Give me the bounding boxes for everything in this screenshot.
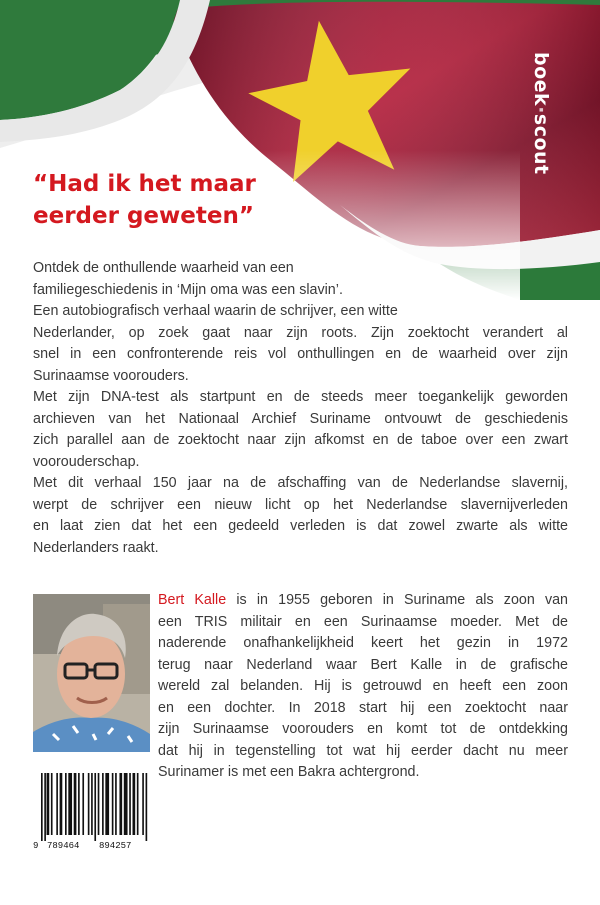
suriname-flag-artwork [0, 0, 600, 300]
barcode-bar [115, 773, 117, 835]
bio-line: zijn Surinaamse voorouders en komt tot de ontdekking [158, 721, 568, 737]
blurb-line: Een autobiografisch verhaal waarin de schrijver, een witte [33, 303, 398, 319]
publisher-logo [530, 52, 552, 175]
barcode-bar [119, 773, 122, 835]
barcode-bar [88, 773, 90, 835]
barcode-bar [98, 773, 100, 835]
barcode-bar [82, 773, 84, 835]
barcode-digit-group-2: 894257 [99, 841, 132, 851]
bio-line: terug naar Nederland waar Bert Kalle in de grafische [158, 656, 568, 673]
blurb-text [33, 258, 568, 559]
barcode-bar [105, 773, 109, 835]
blurb-line: Nederlanders raakt. [33, 539, 159, 556]
bio-line: Surinamer is met een Bakra achtergrond. [158, 764, 420, 780]
publisher-logo-part-1: boek [530, 52, 552, 107]
quote-line-2: eerder geweten” [33, 203, 254, 229]
barcode-bar [60, 773, 63, 835]
barcode-bar [78, 773, 80, 835]
barcode-bar [129, 773, 131, 835]
barcode-bar [51, 773, 53, 835]
cover-quote [33, 168, 393, 232]
blurb-line: snel in een confronterende reis vol onthullingen en de waarheid over zijn [33, 346, 568, 362]
blurb-line: archieven van het Nationaal Archief Suriname ontvouwt de geschiedenis [33, 410, 568, 427]
blurb-line: familiegeschiedenis in ‘Mijn oma was een slavin’. [33, 281, 343, 298]
barcode-bar [44, 773, 46, 841]
barcode-bar [133, 773, 136, 835]
bio-line: een TRIS militair en een Surinaamse moeder. Met de [158, 613, 568, 630]
barcode-bar [146, 773, 148, 841]
barcode-bar [112, 773, 114, 835]
barcode-digit-lead: 9 [33, 841, 39, 851]
barcode-bar [124, 773, 128, 835]
blurb-line: voorouderschap. [33, 453, 140, 470]
blurb-line: Surinaamse voorouders. [33, 367, 189, 384]
publisher-logo-part-2: scout [530, 113, 552, 175]
blurb-line: en laat zien dat het een gedeeld verleden is dat zowel zwarte als witte [33, 518, 568, 534]
bio-line: wereld zal belanden. Hij is getrouwd en heeft een zoon [158, 678, 568, 694]
bio-first-line-rest: is in 1955 geboren in Suriname als zoon van [226, 592, 569, 608]
blurb-line: werpt de schrijver een nieuw licht op het Nederlandse slavernijverleden [33, 496, 568, 513]
barcode-bar [137, 773, 139, 835]
bio-line: dat hij in tegenstelling tot wat hij eerder dacht nu meer [158, 742, 568, 759]
barcode-bar [91, 773, 93, 835]
barcode-bars [33, 773, 151, 841]
barcode-digit-group-1: 789464 [47, 841, 80, 851]
author-photo [33, 594, 150, 752]
isbn-barcode [33, 773, 151, 858]
blurb-line: zich parallel aan de zoektocht naar zijn afkomst en de taboe over een zwart [33, 432, 568, 448]
barcode-bar [68, 773, 72, 835]
blurb-line: Met zijn DNA-test als startpunt en de steeds meer toegankelijk geworden [33, 389, 568, 405]
barcode-bar [74, 773, 77, 835]
author-bio [158, 590, 568, 784]
blurb-line: Nederlander, op zoek gaat naar zijn roots. Zijn zoektocht verandert al [33, 324, 568, 341]
barcode-digits [33, 841, 151, 855]
author-name: Bert Kalle [158, 592, 227, 608]
quote-line-1: “Had ik het maar [33, 171, 256, 197]
bio-line: en een dochter. In 2018 start hij een zoektocht naar [158, 699, 568, 716]
blurb-line: Ontdek de onthullende waarheid van een [33, 260, 294, 276]
barcode-bar [94, 773, 96, 841]
publisher-logo-dot-icon: · [530, 106, 552, 114]
barcode-bar [41, 773, 43, 841]
barcode-bar [142, 773, 144, 835]
barcode-bar [56, 773, 58, 835]
bio-line: naderende onafhankelijkheid keert het gezin in 1972 [158, 635, 568, 651]
bio-line [158, 590, 568, 612]
barcode-bar [65, 773, 67, 835]
barcode-bar [47, 773, 50, 835]
blurb-line: Met dit verhaal 150 jaar na de afschaffing van de Nederlandse slavernij, [33, 475, 568, 491]
barcode-bar [102, 773, 104, 835]
